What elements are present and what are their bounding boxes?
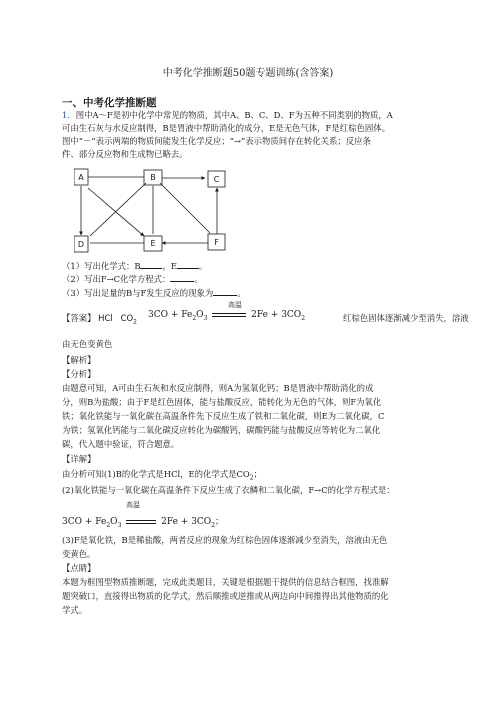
question-1-line-4: 件、部分反应物和生成物已略去。 [62, 149, 188, 159]
answer-co2-main: CO [120, 313, 134, 323]
analysis-line-1: 由题意可知，A可由生石灰和水反应制得，则A为氢氧化钙；B是胃液中帮助消化的成 [62, 383, 374, 393]
sub1-end: 。 [198, 261, 208, 271]
comment-line-3: 学式。 [62, 605, 88, 615]
answer-label: 【答案】 [62, 313, 96, 323]
sub2-end: 。 [194, 274, 203, 284]
xiangjie-label: 【详解】 [62, 454, 96, 464]
edge-b-d [90, 183, 146, 236]
answer-blank-phenomenon[interactable] [213, 286, 237, 296]
analysis-line-3: 铁；氧化铁能与一氧化碳在高温条件先下反应生成了铁和二氧化碳，则E为二氧化碳，C [62, 411, 385, 421]
answer-blank-e[interactable] [177, 259, 199, 269]
detail-equation [62, 500, 225, 529]
answer-phenomenon: 红棕色固体逐渐减少至消失，溶液 [343, 313, 469, 323]
node-f-label: F [214, 238, 219, 247]
edge-b-f [160, 183, 210, 233]
sub-question-1 [62, 259, 434, 272]
question-1-line-3: 图中“－”表示两端的物质间能发生化学反应；“→”表示物质间存在转化关系；反应条 [62, 136, 371, 146]
detail-line-1-end: ； [253, 469, 262, 479]
analysis-line-5: 碳，代入题中验证，符合题意。 [62, 439, 180, 449]
detail-line-3: (3)F是氧化铁，B是稀盐酸，两者反应的现象为红棕色固体逐渐减少至消失，溶液由无色 [62, 535, 388, 545]
node-a-label: A [78, 173, 84, 182]
answer-eq-condition: 高温 [228, 301, 242, 309]
detail-line-4: 变黄色。 [62, 549, 96, 559]
sub1-text: （1）写出化学式：B [62, 261, 141, 271]
answer-hcl: HCl [98, 313, 113, 323]
analysis-line-4: 为铁；氢氧化钙能与二氧化碳反应转化为碳酸钙，碳酸钙能与盐酸反应等转化为二氧化 [62, 425, 381, 435]
answer-blank-b[interactable] [140, 259, 162, 269]
edge-a-e [88, 188, 144, 236]
sub3-end: 。 [237, 288, 246, 298]
question-text: 图中A～F是初中化学中常见的物质，其中A、B、C、D、F为五种不同类别的物质，A [75, 110, 393, 120]
fenxi-label: 【分析】 [62, 369, 96, 379]
section-heading: 一、中考化学推断题 [62, 97, 157, 109]
question-1-line-1 [62, 109, 434, 121]
answer-eq-formula: $3CO + Fe_2O_3$ $2Fe + 3CO_2$ [148, 310, 306, 322]
jiexi-label: 【解析】 [62, 355, 96, 365]
sub-question-3 [62, 286, 434, 299]
answer-phenomenon-2: 由无色变黄色 [62, 339, 113, 349]
analysis-line-2: 分，则B为盐酸；由于F是红色固体，能与盐酸反应，能转化为无色的气体，则F为氧化 [62, 397, 382, 407]
answer-equation [148, 301, 306, 322]
document-title: 中考化学推断题50题专题训练(含答案) [162, 68, 334, 79]
detail-line-2: (2)氧化铁能与一氧化碳在高温条件下反应生成了衣鳞和二氧化碳，F→C的化学方程式是： [62, 485, 395, 495]
sub3-text: （3）写出足量的B与F发生反应的现象为 [62, 288, 214, 298]
node-d-label: D [77, 240, 85, 249]
node-b-label: B [150, 173, 156, 182]
comment-line-1: 本题为框图型物质推断题，完成此类题目，关键是根据题干提供的信息结合框图，找准解 [62, 577, 389, 587]
detail-line-1-text: 由分析可知(1)B的化学式是HCl，E的化学式是CO [62, 469, 250, 479]
detail-eq-end: ； [215, 517, 225, 527]
comment-line-2: 题突破口，直接得出物质的化学式，然后顺推或逆推或从两边向中间推得出其他物质的化 [62, 591, 389, 601]
answer-co2-sub: 2 [133, 318, 137, 326]
detail-line-1-sub: 2 [249, 474, 254, 482]
sub1-text-e: ，E [162, 261, 177, 271]
dianjing-label: 【点睛】 [62, 563, 96, 573]
question-number: 1． [62, 110, 76, 120]
sub2-text: （2）写出F→C化学方程式： [62, 274, 171, 284]
answer-co2 [120, 313, 137, 326]
question-1-line-2: 可由生石灰与水反应制得，B是胃液中帮助消化的成分，E是无色气体，F是红棕色固体。 [62, 123, 390, 133]
detail-eq-formula: $3CO + Fe_2O_3$ $2Fe + 3CO_2$； [62, 517, 225, 529]
detail-line-1 [62, 468, 434, 485]
sub-question-2 [62, 272, 434, 285]
answer-blank-equation[interactable] [170, 272, 194, 282]
node-c-label: C [213, 175, 220, 184]
detail-eq-condition: 高温 [126, 501, 140, 509]
relationship-diagram [74, 166, 234, 256]
node-e-label: E [150, 239, 156, 248]
